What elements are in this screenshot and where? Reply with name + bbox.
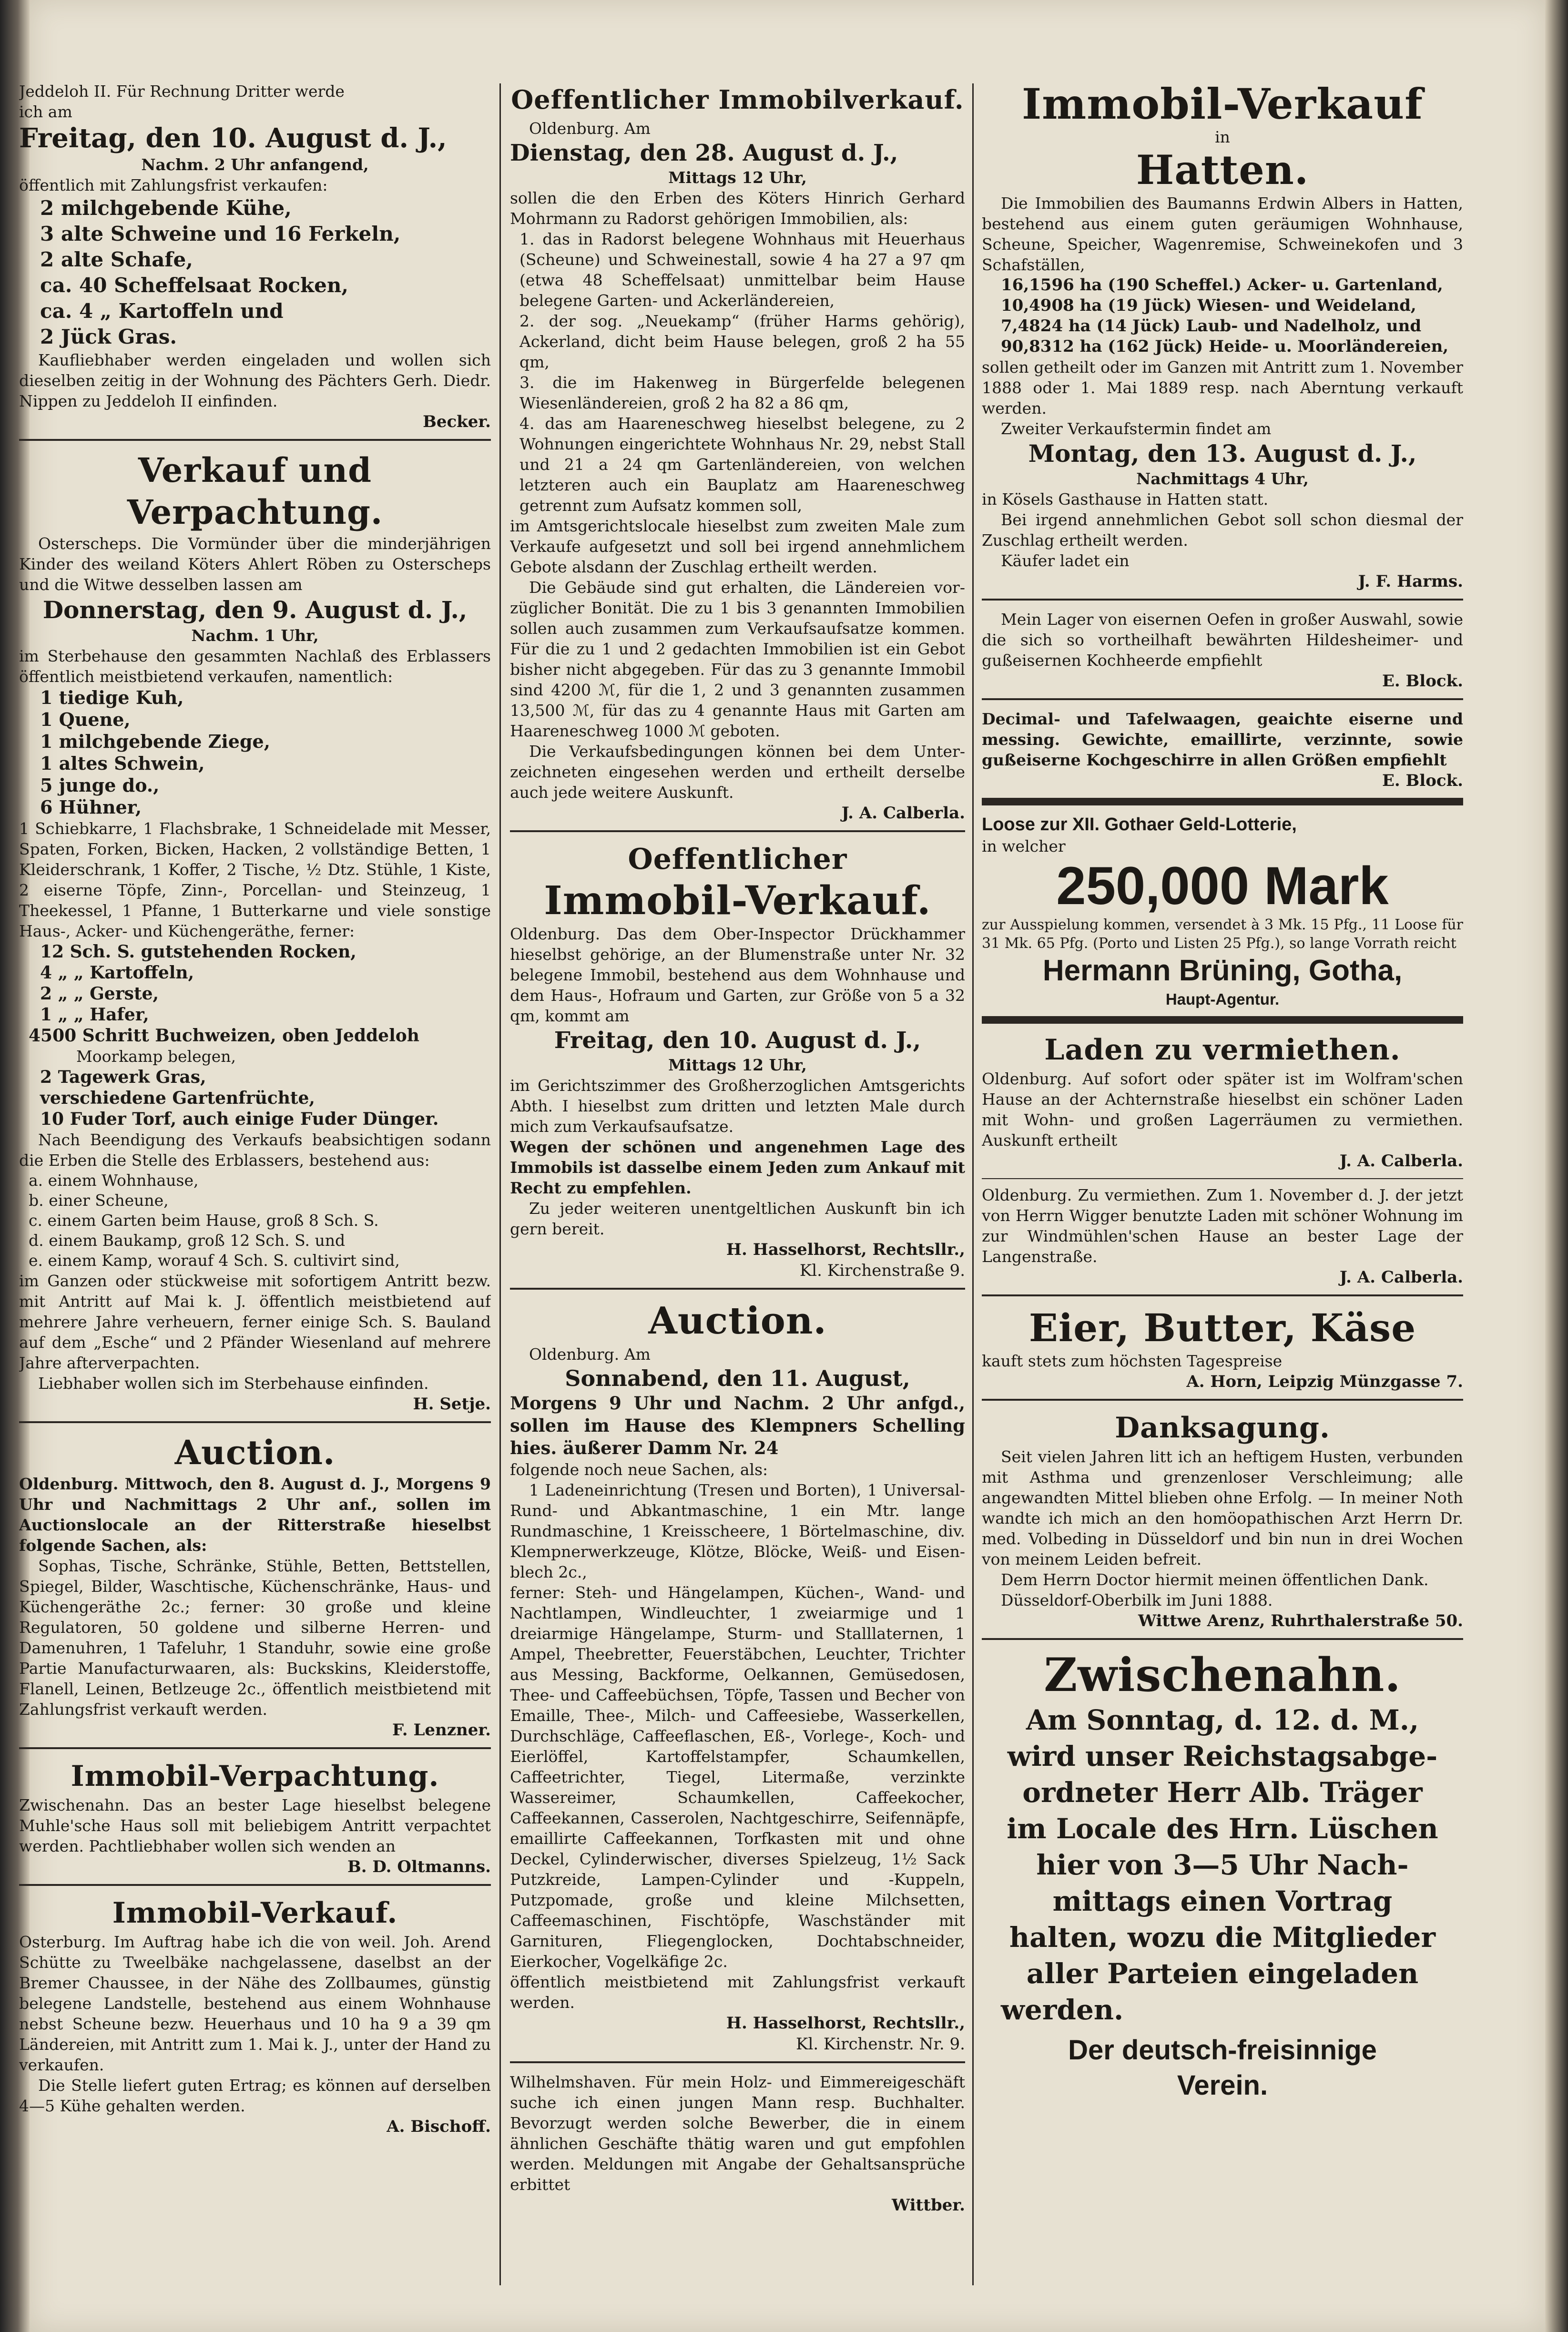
list-item: 7,4824 ha (14 Jück) Laub- und Nadelholz, und xyxy=(1001,316,1422,336)
divider xyxy=(982,1178,1463,1179)
ad-line: mittags einen Vortrag xyxy=(1052,1885,1393,1917)
ad-signature: J. F. Harms. xyxy=(1358,572,1463,591)
list-item: 2 milchgebende Kühe, xyxy=(40,196,292,220)
ad-line: ordneter Herr Alb. Träger xyxy=(1022,1776,1423,1809)
ad-lotterie xyxy=(982,813,1463,1009)
ad-auction-2 xyxy=(510,1298,965,2055)
ad-date: Freitag, den 10. August d. J., xyxy=(554,1027,921,1054)
ad-line: halten, wozu die Mitglieder xyxy=(1009,1921,1436,1954)
ad-text: Düsseldorf-Oberbilk im Juni 1888. xyxy=(1001,1591,1273,1609)
ad-text: Moorkamp belegen, xyxy=(76,1047,236,1066)
divider xyxy=(982,1294,1463,1296)
ad-text: in Kösels Gasthause in Hatten statt. xyxy=(982,490,1269,509)
ad-signature: A. Bischoff. xyxy=(387,2117,491,2136)
list-item: 2 „ „ Gerste, xyxy=(40,984,159,1004)
ad-vermiethen xyxy=(982,1185,1463,1288)
ad-text: zur Ausspielung kommen, versendet à 3 Mk. 15 Pfg., 11 Loose für 31 Mk. 65 Pfg. (Porto und Listen 25 Pfg.), so lange Vorrath reicht xyxy=(982,917,1463,952)
ad-text: Wilhelmshaven. Für mein Holz- und Eimmereigeschäft suche ich einen jungen Mann resp. Buchhalter. Bevorzugt werden solche Bewerber, die in einem ähnlichen Geschäfte thätig waren und gut empfohlen werden. Meldungen mit Angabe der Gehaltsansprüche erbittet xyxy=(510,2073,965,2194)
column-rule xyxy=(972,83,974,2285)
divider xyxy=(19,1421,491,1423)
divider xyxy=(982,599,1463,601)
ad-signature: E. Block. xyxy=(1382,672,1463,691)
ad-signature: J. A. Calberla. xyxy=(1339,1151,1463,1171)
ad-text: Wegen der schönen und angenehmen Lage des Immobils ist dasselbe einem Jeden zum Ankauf mit Recht zu empfehlen. xyxy=(510,1138,965,1197)
ad-immobil-verkauf-osterburg xyxy=(19,1894,491,2137)
divider xyxy=(982,1399,1463,1401)
ad-verkauf-verpachtung xyxy=(19,449,491,1415)
column-rule xyxy=(499,83,501,2285)
ad-time: Nachmittags 4 Uhr, xyxy=(1136,469,1309,488)
ad-text: ferner: Steh- und Hängelampen, Küchen-, Wand- und Nachtlampen, Windleuchter, 1 zweiarmige und 1 dreiarmige Hängelampe, Sturm- und Stalllaternen, 1 Ampel, Theebretter, Feuerstäbchen, Leuchter, Trichter aus Messing, Backforme, Oelkannen, Gemüsedosen, Thee- und Caffeebüchsen, Töpfe, Tassen und Becher von Emaille, Thee-, Milch- und Caffeesiebe, Wasserkellen, Durchschläge, Caffeeflaschen, Eß-, Vorlege-, Koch- und Eierlöffel, Kartoffelstampfer, Schaumkellen, Caffeetrichter, Tiegel, Litermaße, verzinkte Wassereimer, Schaumkellen, Caffeekocher, Caffeekannen, Casserolen, Nachtgeschirre, Seifennäpfe, emaillirte Caffeekannen, Torfkasten mit und ohne Deckel, Cylinderwischer, diverses Spielzeug, 1½ Sack Putzkreide, Lampen-Cylinder und -Kuppeln, Putzpomade, große und kleine Milchsetten, Caffeemaschinen, Fischtöpfe, Waschständer mit Garnituren, Fliegenglocken, Dochtabschneider, Eierkocher, Vogelkäfige 2c. xyxy=(510,1583,965,1971)
ad-heading: Oeffentlicher Immobilverkauf. xyxy=(511,84,964,115)
ad-line: wird unser Reichstagsabge- xyxy=(1007,1740,1438,1772)
ad-wilhelmshaven xyxy=(510,2072,965,2216)
list-item: 6 Hühner, xyxy=(40,796,142,818)
ad-date: Dienstag, den 28. August d. J., xyxy=(510,140,898,166)
list-item: 2 alte Schafe, xyxy=(40,248,193,271)
divider xyxy=(510,1288,965,1290)
divider xyxy=(982,798,1463,805)
ad-signature: Der deutsch-freisinnige xyxy=(1068,2035,1377,2066)
ad-text: Die Gebäude sind gut erhalten, die Ländereien vorzüglicher Bonität. Die zu 1 bis 3 genannten Immobilien sollen auch zusammen zum Verkaufsaufsatze kommen. Für die zu 1 und 2 gedachten Immobilien ist ein Gebot bisher nicht abgegeben. Für das zu 3 genannte Immobil sind 4200 ℳ, für die 1, 2 und 3 genannten zusammen 13,500 ℳ, für das zu 4 genannte Haus mit Garten am Haareneschweg 1000 ℳ geboten. xyxy=(510,578,965,740)
ad-text: Mein Lager von eisernen Oefen in großer Auswahl, sowie die sich so vortheilhaft bewährten Hildesheimer- und gußeisernen Kochheerde empfiehlt xyxy=(982,610,1463,670)
list-item: 1 tiedige Kuh, xyxy=(40,687,184,708)
ad-heading: Zwischenahn. xyxy=(1044,1648,1401,1702)
divider xyxy=(19,1884,491,1886)
ad-heading: Immobil-Verkauf. xyxy=(544,878,931,924)
ad-line: Am Sonntag, d. 12. d. M., xyxy=(1026,1704,1419,1736)
ad-text: ich am xyxy=(19,102,72,121)
ad-text: Oldenburg. Das dem Ober-Inspector Drückhammer hieselbst gehörige, an der Blumenstraße unter Nr. 32 belegene Immobil, bestehend aus dem Wohnhause und dem Haus-, Hofraum und Garten, zur Größe von 5 a 32 qm, kommt am xyxy=(510,925,965,1025)
list-item: 1 „ „ Hafer, xyxy=(40,1005,149,1025)
ad-text: in welcher xyxy=(982,837,1066,855)
ad-text: Oldenburg. Mittwoch, den 8. August d. J., Morgens 9 Uhr und Nachmittags 2 Uhr anf., sollen im Auctionslocale an der Ritterstraße hieselbst folgende Sachen, als: xyxy=(19,1475,491,1555)
ad-text: folgende noch neue Sachen, als: xyxy=(510,1460,768,1479)
list-item: 1 Quene, xyxy=(40,709,131,730)
list-item: 4. das am Haareneschweg hieselbst belegene, zu 2 Wohnungen eingerichtete Wohnhaus Nr. 29, nebst Stall und 21 a 24 qm Gartenländereien, von welchen letzteren auch ein Bauplatz am Haareneschweg getrennt zum Aufsatz kommen soll, xyxy=(519,414,965,515)
ad-zwischenahn xyxy=(982,1649,1463,2103)
list-item: c. einem Garten beim Hause, groß 8 Sch. S. xyxy=(29,1211,379,1230)
ad-date: Donnerstag, den 9. August d. J., xyxy=(42,596,468,624)
ad-text: im Ganzen oder stückweise mit sofortigem Antritt bezw. mit Antritt auf Mai k. J. öffentlich meistbietend auf mehrere Jahre verheuern, ferner einige Sch. S. Bauland auf dem „Esche“ und 2 Pfänder Wiesenland auf mehrere Jahre afterverpachten. xyxy=(19,1272,491,1372)
list-item: 1 milchgebende Ziege, xyxy=(40,731,270,752)
list-item: 16,1596 ha (190 Scheffel.) Acker- u. Gartenland, xyxy=(1001,275,1443,295)
ad-text: Osterscheps. Die Vormünder über die minderjährigen Kinder des weiland Köters Ahlert Röben zu Osterscheps und die Witwe desselben lassen am xyxy=(19,534,491,594)
list-item: a. einem Wohnhause, xyxy=(29,1171,199,1190)
ad-text: kauft stets zum höchsten Tagespreise xyxy=(982,1352,1283,1370)
ad-signature: Wittber. xyxy=(892,2196,965,2215)
ad-line: im Locale des Hrn. Lüschen xyxy=(1007,1813,1438,1845)
ad-text: Morgens 9 Uhr und Nachm. 2 Uhr anfgd., sollen im Hause des Klempners Schelling hies. äußerer Damm Nr. 24 xyxy=(510,1393,965,1458)
ad-text: Oldenburg. Am xyxy=(529,119,651,138)
column-3 xyxy=(982,81,1463,2110)
ad-date: Sonnabend, den 11. August, xyxy=(565,1365,910,1391)
ad-time: Mittags 12 Uhr, xyxy=(668,168,807,187)
ad-text: Dem Herrn Doctor hiermit meinen öffentlichen Dank. xyxy=(1001,1570,1429,1589)
page-edge xyxy=(1545,0,1568,2332)
ad-heading: Oeffentlicher xyxy=(628,843,847,876)
ad-address: Kl. Kirchenstr. Nr. 9. xyxy=(796,2035,965,2054)
ad-text: Kaufliebhaber werden eingeladen und wollen sich dieselben zeitig in der Wohnung des Pächters Gerh. Diedr. Nippen zu Jeddeloh II einfinden. xyxy=(19,351,491,410)
list-item: 3 alte Schweine und 16 Ferkeln, xyxy=(40,222,401,245)
list-item: 90,8312 ha (162 Jück) Heide- u. Moorländereien, xyxy=(1001,337,1449,356)
ad-signature: A. Horn, Leipzig Münzgasse 7. xyxy=(1186,1372,1463,1391)
divider xyxy=(982,1638,1463,1640)
ad-text: Zu jeder weiteren unentgeltlichen Auskunft bin ich gern bereit. xyxy=(510,1199,965,1238)
ad-signature: Wittwe Arenz, Ruhrthalerstraße 50. xyxy=(1138,1611,1463,1630)
ad-signature: Verein. xyxy=(1177,2070,1268,2101)
divider xyxy=(19,439,491,441)
column-2 xyxy=(510,81,965,2222)
ad-text: Oldenburg. Am xyxy=(529,1345,651,1364)
ad-text: öffentlich mit Zahlungsfrist verkaufen: xyxy=(19,176,328,194)
ad-text: Oldenburg. Zu vermiethen. Zum 1. November d. J. der jetzt von Herrn Wigger benutzte Laden mit schöner Wohnung im zur Windmühlen'schen Hause an bester Lage der Langenstraße. xyxy=(982,1186,1463,1266)
list-item: b. einer Scheune, xyxy=(29,1191,169,1210)
ad-auction-1 xyxy=(19,1432,491,1741)
ad-text: im Gerichtszimmer des Großherzoglichen Amtsgerichts Abth. I hieselbst zum dritten und letzten Male durch mich zum Verkaufsaufsatze. xyxy=(510,1076,965,1136)
ad-heading: Immobil-Verkauf. xyxy=(112,1896,398,1930)
ad-time: Mittags 12 Uhr, xyxy=(668,1056,807,1074)
ad-text: Die Stelle liefert guten Ertrag; es können auf derselben 4—5 Kühe gehalten werden. xyxy=(19,2076,491,2115)
ad-oeffentlicher-immobilverkauf xyxy=(510,81,965,824)
ad-signature: H. Hasselhorst, Rechtsllr., xyxy=(726,1240,965,1259)
ad-signature: J. A. Calberla. xyxy=(1339,1268,1463,1287)
list-item: 2. der sog. „Neuekamp“ (früher Harms gehörig), Ackerland, dicht beim Hause belegen, groß 2 ha 55 qm, xyxy=(519,312,965,371)
list-item: 2 Tagewerk Gras, xyxy=(40,1067,206,1087)
ad-time: Nachm. 1 Uhr, xyxy=(191,626,319,645)
ad-text: 1 Ladeneinrichtung (Tresen und Borten), 1 Universal-Rund- und Abkantmaschine, 1 ein Mtr. lange Rundmaschine, 1 Kreisscheere, 1 Börtelmaschine, div. Klempnerwerkzeuge, Klötze, Blöcke, Weiß- und Eisenblech 2c., xyxy=(510,1481,965,1581)
list-item: d. einem Baukamp, groß 12 Sch. S. und xyxy=(29,1231,346,1250)
list-item: 12 Sch. S. gutstehenden Rocken, xyxy=(40,942,356,962)
column-1 xyxy=(19,81,491,2144)
ad-waagen xyxy=(982,709,1463,791)
list-item: e. einem Kamp, worauf 4 Sch. S. cultivirt sind, xyxy=(29,1251,400,1270)
list-item: ca. 4 „ Kartoffeln und xyxy=(40,299,284,323)
ad-heading: Immobil-Verkauf xyxy=(1022,81,1423,129)
ad-jeddeloh xyxy=(19,81,491,432)
list-item: 10,4908 ha (19 Jück) Wiesen- und Weideland, xyxy=(1001,296,1416,315)
ad-immobil-verpachtung xyxy=(19,1758,491,1877)
ad-name: Hermann Brüning, Gotha, xyxy=(1042,954,1403,987)
ad-heading: Verkauf und Verpachtung. xyxy=(127,450,383,532)
ad-text: Zwischenahn. Das an bester Lage hieselbst belegene Muhle'sche Haus soll mit beliebigem Antritt verpachtet werden. Pachtliebhaber wollen sich wenden an xyxy=(19,1796,491,1855)
ad-heading: Loose zur XII. Gothaer Geld-Lotterie, xyxy=(982,815,1297,835)
ad-time: Nachm. 2 Uhr anfangend, xyxy=(141,155,369,174)
ad-date: Freitag, den 10. August d. J., xyxy=(19,122,447,154)
ad-prize: 250,000 Mark xyxy=(1056,856,1389,916)
ad-line: hier von 3—5 Uhr Nach- xyxy=(1036,1849,1409,1881)
ad-eier-butter xyxy=(982,1305,1463,1392)
ad-text: Sophas, Tische, Schränke, Stühle, Betten, Bettstellen, Spiegel, Bilder, Waschtische, Küchenschränke, Haus- und Küchengeräthe 2c.; ferner: 30 große und kleine Regulatoren, 50 goldene und silberne Herren- und Damenuhren, 1 Tafeluhr, 1 Standuhr, sowie eine große Partie Manufacturwaaren, als: Buckskins, Kleiderstoffe, Flanell, Leinen, Betlzeuge 2c., öffentlich meistbietend mit Zahlungsfrist verkauft werden. xyxy=(19,1557,491,1719)
ad-text: im Sterbehause den gesammten Nachlaß des Erblassers öffentlich meistbietend verkaufen, namentlich: xyxy=(19,647,491,686)
ad-signature: J. A. Calberla. xyxy=(841,804,965,823)
ad-text: Decimal- und Tafelwaagen, geaichte eiserne und messing. Gewichte, emaillirte, verzinnte, sowie gußeiserne Kochgeschirre in allen Größen empfiehlt xyxy=(982,710,1463,769)
list-item: ca. 40 Scheffelsaat Rocken, xyxy=(40,274,348,297)
list-item: 4500 Schritt Buchweizen, oben Jeddeloh xyxy=(29,1026,419,1046)
list-item: 4 „ „ Kartoffeln, xyxy=(40,963,194,983)
ad-immobil-verkauf-hatten xyxy=(982,81,1463,592)
ad-heading: Laden zu vermiethen. xyxy=(1044,1033,1401,1067)
ad-heading: Eier, Butter, Käse xyxy=(1028,1305,1416,1350)
ad-date: Montag, den 13. August d. J., xyxy=(1028,439,1417,468)
ad-heading: Danksagung. xyxy=(1115,1411,1330,1445)
divider xyxy=(19,1747,491,1749)
ad-text: Bei irgend annehmlichen Gebot soll schon diesmal der Zuschlag ertheilt werden. xyxy=(982,510,1463,550)
ad-text: Osterburg. Im Auftrag habe ich die von weil. Joh. Arend Schütte zu Tweelbäke nachgelassene, daselbst an der Bremer Chaussee, in der Nähe des Zollbaumes, günstig belegene Landstelle, bestehend aus einem Wohnhause nebst Scheune bezw. Heuerhaus und 10 ha 9 a 39 qm Ländereien, mit Antritt zum 1. Mai k. J., unter der Hand zu verkaufen. xyxy=(19,1933,491,2074)
ad-heading: Hatten. xyxy=(1136,146,1309,193)
divider xyxy=(510,2061,965,2063)
ad-oefen xyxy=(982,609,1463,692)
ad-text: Liebhaber wollen sich im Sterbehause einfinden. xyxy=(38,1374,429,1393)
list-item: 1. das in Radorst belegene Wohnhaus mit Heuerhaus (Scheune) und Schweinestall, sowie 4 ha 27 a 97 qm (etwa 48 Scheffelsaat) unmittelbar beim Hause belegene Garten- und Ackerländereien, xyxy=(519,230,965,310)
ad-text: Die Immobilien des Baumanns Erdwin Albers in Hatten, bestehend aus einem guten geräumigen Wohnhause, Scheune, Speicher, Wagenremise, Schweinekofen und 3 Schafställen, xyxy=(982,194,1463,274)
ad-text: 1 Schiebkarre, 1 Flachsbrake, 1 Schneidelade mit Messer, Spaten, Forken, Bicken, Hacken, 2 vollständige Betten, 1 Kleiderschrank, 1 Koffer, 2 Tische, ½ Dtz. Stühle, 1 Kiste, 2 eiserne Töpfe, Zinn-, Porcellan- und Steinzeug, 1 Theekessel, 1 Pfanne, 1 Butterkarne und viele sonstige Haus-, Acker- und Küchengeräthe, ferner: xyxy=(19,819,491,940)
ad-text: Zweiter Verkaufstermin findet am xyxy=(1001,419,1272,438)
list-item: 1 altes Schwein, xyxy=(40,753,205,774)
ad-heading: Auction. xyxy=(174,1433,336,1472)
ad-text: im Amtsgerichtslocale hieselbst zum zweiten Male zum Verkaufe aufgesetzt und soll bei irgend annehmlichem Gebote alsdann der Zuschlag ertheilt werden. xyxy=(510,517,965,576)
ad-text: sollen die den Erben des Köters Hinrich Gerhard Mohrmann zu Radorst gehörigen Immobilien, als: xyxy=(510,189,965,228)
list-item: 3. die im Hakenweg in Bürgerfelde belegenen Wiesenländereien, groß 2 ha 82 a 86 qm, xyxy=(519,373,965,412)
ad-text: Die Verkaufsbedingungen können bei dem Unterzeichneten eingesehen werden und ertheilt derselbe auch jede weitere Auskunft. xyxy=(510,742,965,802)
ad-line: aller Parteien eingeladen xyxy=(1026,1957,1419,1990)
list-item: 5 junge do., xyxy=(40,774,160,796)
ad-oeffentlicher-immobil-verkauf xyxy=(510,841,965,1281)
ad-text: sollen getheilt oder im Ganzen mit Antritt zum 1. November 1888 oder 1. Mai 1889 resp. nach Aberntung verkauft werden. xyxy=(982,358,1463,418)
ad-text: in xyxy=(1215,128,1230,146)
ad-text: Käufer ladet ein xyxy=(1001,551,1130,570)
ad-text: Nach Beendigung des Verkaufs beabsichtigen sodann die Erben die Stelle des Erblassers, bestehend aus: xyxy=(19,1130,491,1170)
ad-heading: Immobil-Verpachtung. xyxy=(71,1760,439,1793)
list-item: 10 Fuder Torf, auch einige Fuder Dünger. xyxy=(40,1109,439,1129)
ad-signature: F. Lenzner. xyxy=(392,1721,491,1740)
list-item: verschiedene Gartenfrüchte, xyxy=(40,1088,315,1108)
ad-signature: H. Setje. xyxy=(413,1395,491,1414)
ad-address: Kl. Kirchenstraße 9. xyxy=(799,1261,965,1280)
ad-text: Jeddeloh II. Für Rechnung Dritter werde xyxy=(19,82,345,101)
list-item: 2 Jück Gras. xyxy=(40,325,177,348)
ad-signature: Becker. xyxy=(423,412,491,431)
ad-laden xyxy=(982,1031,1463,1171)
divider xyxy=(982,1016,1463,1024)
ad-text: Oldenburg. Auf sofort oder später ist im Wolfram'schen Hause an der Achternstraße hieselbst ein schöner Laden mit Wohn- und großen Lagerräumen zu vermiethen. Auskunft ertheilt xyxy=(982,1069,1463,1150)
ad-heading: Auction. xyxy=(648,1299,827,1343)
ad-text: öffentlich meistbietend mit Zahlungsfrist verkauft werden. xyxy=(510,1973,965,2012)
ad-signature: E. Block. xyxy=(1382,771,1463,790)
ad-danksagung xyxy=(982,1409,1463,1631)
ad-signature: H. Hasselhorst, Rechtsllr., xyxy=(726,2014,965,2033)
ad-line: werden. xyxy=(1001,1994,1124,2026)
ad-text: Haupt-Agentur. xyxy=(1165,990,1280,1008)
ad-signature: B. D. Oltmanns. xyxy=(347,1857,491,1876)
divider xyxy=(982,698,1463,700)
divider xyxy=(510,830,965,832)
ad-text: Seit vielen Jahren litt ich an heftigem Husten, verbunden mit Asthma und grenzenloser Verschleimung; alle angewandten Mittel blieben ohne Erfolg. — In meiner Noth wandte ich mich an den homöopathischen Arzt Herrn Dr. med. Volbeding in Düsseldorf und bin nun in drei Wochen von meinem Leiden befreit. xyxy=(982,1447,1463,1568)
